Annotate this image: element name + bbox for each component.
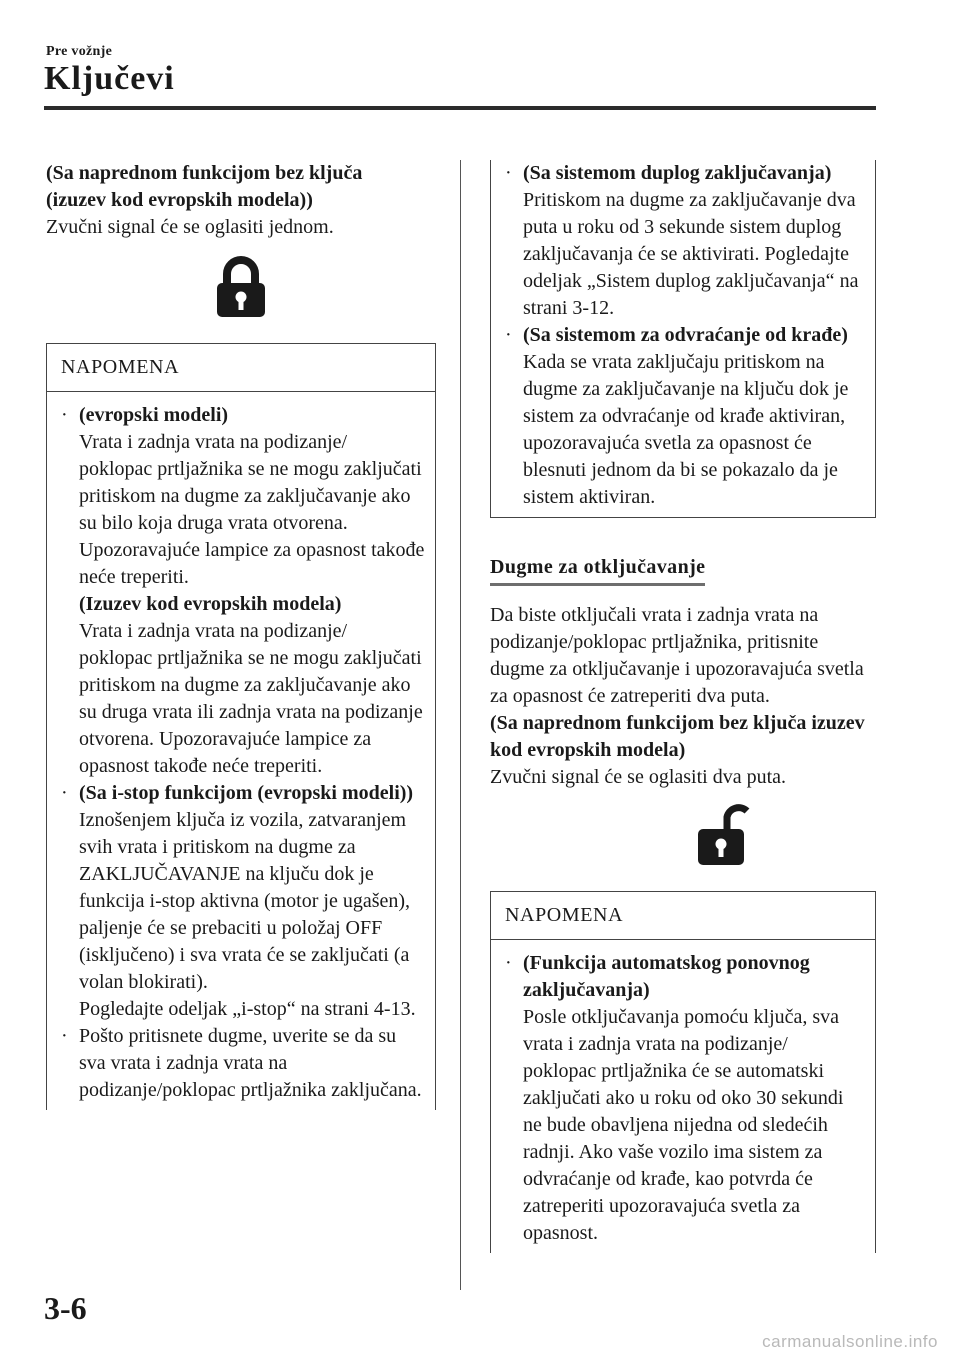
- bullet-text: Kada se vrata zaključaju pritiskom na dugme za zaključavanje na ključu dok je sistem za odvraćanje od krađe aktiviran, upozoravajuća svetla za opasnost će blesnuti jednom da bi se pokazalo da je sistem aktiviran.: [523, 351, 849, 508]
- bullet-text: Posle otključavanja pomoću ključa, sva vrata i zadnja vrata na podizanje/ poklopac prtljažnika će se automatski zaključati ako u roku od oko 30 sekundi ne bude obavljena nijedna od sledećih radnji. Ako vaše vozilo ima sistem za odvraćanje od krađe, kao potvrda će zatreperiti upozoravajuća svetla za opasnost.: [523, 1006, 844, 1244]
- keyless-heading: [46, 160, 436, 214]
- page-title: Ključevi: [44, 60, 175, 97]
- page-number: 3-6: [44, 1290, 87, 1326]
- note-box-continued: [490, 160, 876, 518]
- column-divider: [460, 160, 461, 1290]
- watermark: carmanualsonline.info: [762, 1332, 938, 1351]
- left-column: [46, 160, 436, 1110]
- list-item: [503, 160, 865, 322]
- bullet-dot: ·: [505, 952, 512, 974]
- note-body: [491, 160, 875, 517]
- bullet-text: Iznošenjem ključa iz vozila, zatvaranjem svih vrata i pritiskom na dugme za ZAKLJUČAVANJE na ključu dok je funkcija i-stop aktivna (motor je ugašen), paljenje će se prebaciti u položaj OFF (isključeno) i sva vrata će se zaključati (a volan blokirati).: [79, 809, 411, 993]
- bullet-subtext: Vrata i zadnja vrata na podizanje/ poklopac prtljažnika se ne mogu zaključati pritiskom na dugme za zaključavanje ako su druga vrata ili zadnja vrata na podizanje otvorena. Upozoravajuće lampice za opasnost takođe neće treperiti.: [79, 620, 423, 777]
- lock-open-icon: [696, 799, 750, 867]
- note-title: NAPOMENA: [47, 344, 435, 392]
- section-heading: Dugme za otključavanje: [490, 554, 705, 586]
- section-text: Da biste otključali vrata i zadnja vrata na podizanje/poklopac prtljažnika, pritisnite dugme za otključavanje i upozoravajuća svetla za opasnost će zatreperiti dva puta.: [490, 604, 864, 707]
- bullet-dot: ·: [505, 324, 512, 346]
- bullet-subtitle: (Izuzev kod evropskih modela): [79, 593, 342, 615]
- bullet-title: (Funkcija automatskog ponovnog zaključavanja): [523, 952, 810, 1001]
- bullet-text: Pošto pritisnete dugme, uverite se da su sva vrata i zadnja vrata na podizanje/poklopac prtljažnika zaključana.: [79, 1025, 422, 1101]
- list-item: [59, 1023, 425, 1104]
- list-item: [503, 950, 865, 1247]
- bullet-dot: ·: [61, 782, 68, 804]
- bullet-dot: ·: [61, 404, 68, 426]
- lock-closed-icon: [214, 255, 268, 319]
- right-column: [490, 160, 876, 1253]
- bullet-title: (Sa sistemom duplog zaključavanja): [523, 162, 832, 184]
- keyless-heading-line-1: (Sa naprednom funkcijom bez ključa: [46, 162, 363, 184]
- bullet-text: Pritiskom na dugme za zaključavanje dva puta u roku od 3 sekunde sistem duplog zaključavanja će se aktivirati. Pogledajte odeljak „Sistem duplog zaključavanja“ na strani 3-12.: [523, 189, 859, 319]
- bullet-title: (evropski modeli): [79, 404, 229, 426]
- bullet-text: Vrata i zadnja vrata na podizanje/ poklopac prtljažnika se ne mogu zaključati pritiskom na dugme za zaključavanje ako su bilo koja druga vrata otvorena. Upozoravajuće lampice za opasnost takođe neće treperiti.: [79, 431, 425, 588]
- note-title: NAPOMENA: [491, 892, 875, 940]
- note-box: [46, 343, 436, 1110]
- bullet-dot: ·: [61, 1025, 68, 1047]
- bullet-title: (Sa i-stop funkcijom (evropski modeli)): [79, 782, 414, 804]
- list-item: [503, 322, 865, 511]
- sound-once-text: Zvučni signal će se oglasiti jednom.: [46, 216, 334, 238]
- note-body: [491, 940, 875, 1253]
- section-kicker: Pre vožnje: [46, 44, 113, 59]
- bullet-title: (Sa sistemom za odvraćanje od krađe): [523, 324, 848, 346]
- list-item: [59, 780, 425, 1023]
- keyless-heading: (Sa naprednom funkcijom bez ključa izuzev kod evropskih modela): [490, 712, 865, 761]
- list-item: [59, 402, 425, 780]
- title-rule: [44, 106, 876, 110]
- page-reference: Pogledajte odeljak „i-stop“ na strani 4-13.: [79, 998, 416, 1020]
- keyless-heading-line-2: (izuzev kod evropskih modela)): [46, 189, 313, 211]
- note-body: [47, 392, 435, 1110]
- bullet-dot: ·: [505, 162, 512, 184]
- note-box: [490, 891, 876, 1253]
- sound-twice-text: Zvučni signal će se oglasiti dva puta.: [490, 766, 787, 788]
